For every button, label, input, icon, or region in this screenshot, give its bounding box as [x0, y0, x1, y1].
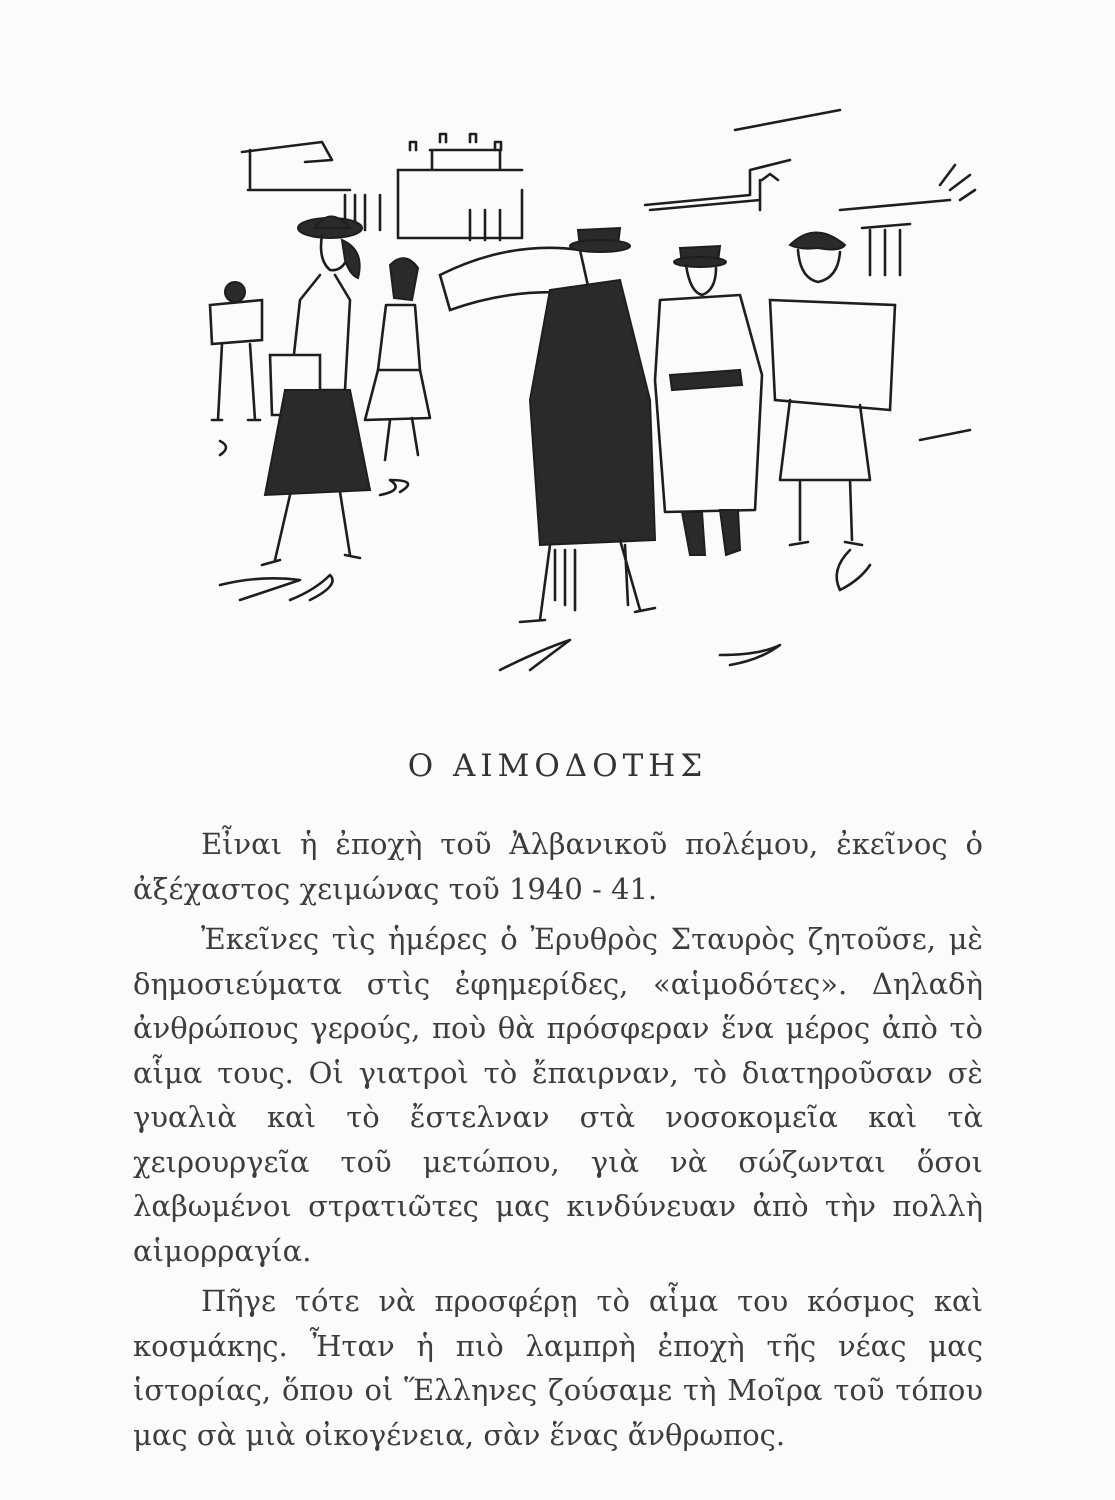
woman-with-handbag	[262, 217, 370, 566]
woman-walking-away	[365, 258, 430, 460]
man-with-coat-and-newspaper	[440, 228, 655, 622]
man-reading-left	[210, 282, 262, 420]
woman-reading-right	[770, 233, 895, 546]
paragraph-1: Εἶναι ἡ ἐποχὴ τοῦ Ἀλβανικοῦ πολέμου, ἐκεῖνος ὁ ἀξέχαστος χειμώνας τοῦ 1940 - 41.	[133, 827, 983, 906]
paragraph-3: Πῆγε τότε νὰ προσφέρῃ τὸ αἷμα του κόσμος καὶ κοσμάκης. Ἦταν ἡ πιὸ λαμπρὴ ἐποχὴ τῆς νέας μας ἱστορίας, ὅπου οἱ Ἕλληνες ζούσαμε τὴ Μοῖρα τοῦ τόπου μας σὰ μιὰ οἰκογένεια, σὰν ἕνας ἄνθρωπος.	[133, 1284, 983, 1452]
paragraph-2: Ἐκεῖνες τὶς ἡμέρες ὁ Ἐρυθρὸς Σταυρὸς ζητοῦσε, μὲ δημοσιεύματα στὶς ἐφημερίδες, «αἱμοδότες». Δηλαδὴ ἀνθρώπους γερούς, ποὺ θὰ πρόσφεραν ἕνα μέρος ἀπὸ τὸ αἷμα τους. Οἱ γιατροὶ τὸ ἔπαιρναν, τὸ διατηροῦσαν σὲ γυαλιὰ καὶ τὸ ἔστελναν στὰ νοσοκομεῖα καὶ τὰ χειρουργεῖα τοῦ μετώπου, γιὰ νὰ σώζωνται ὅσοι λαβωμένοι στρατιῶτες μας κινδύνευαν ἀπὸ τὴν πολλὴ αἱμορραγία.	[133, 922, 983, 1268]
street-scene-illustration	[150, 100, 1000, 700]
body-text	[133, 822, 983, 1463]
man-in-light-coat	[655, 246, 762, 555]
page-title: Ο ΑΙΜΟΔΟΤΗΣ	[407, 748, 708, 784]
illustration-svg	[150, 100, 1000, 700]
